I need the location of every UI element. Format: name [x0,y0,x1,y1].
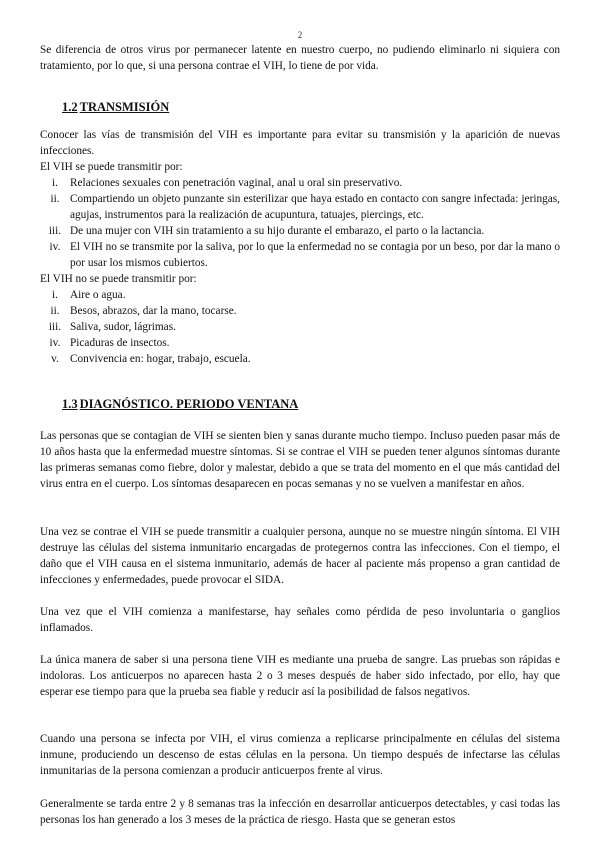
diagnostico-paragraph: Cuando una persona se infecta por VIH, el virus comienza a replicarse principalmente en células del sistema inmune, produciendo un descenso de estas células en la persona. Un tiempo después de infectarse las células inmunitarias de la persona comienzan a producir anticuerpos frente al virus. [40,733,560,777]
list-item [40,335,560,351]
section-title: TRANSMISIÓN [79,100,170,114]
list-item-text: Saliva, sudor, lágrimas. [70,321,176,333]
list-item-text: Picaduras de insectos. [70,337,170,349]
page-number: 2 [297,30,303,40]
intro-paragraph: Se diferencia de otros virus por permanecer latente en nuestro cuerpo, no pudiendo eliminarlo ni siquiera con tratamiento, por lo que, si una persona contrae el VIH, lo tiene de por vida. [40,44,560,72]
list-item [40,191,560,223]
list-marker: iv. [49,241,61,253]
list-item-text: Relaciones sexuales con penetración vaginal, anal u oral sin preservativo. [70,177,403,189]
section-heading-transmision [62,99,169,115]
diagnostico-paragraph: Las personas que se contagian de VIH se sienten bien y sanas durante mucho tiempo. Incluso pueden pasar más de 10 años hasta que la enfermedad muestre síntomas. Si se contrae el VIH se pueden tener algunos síntomas durante las primeras semanas como fiebre, dolor y malestar, debido a que se trata del momento en el que más cantidad del virus entra en el cuerpo. Los síntomas desaparecen en pocas semanas y no se vuelven a manifestar en años. [40,430,560,490]
list-item-text: Besos, abrazos, dar la mano, tocarse. [70,305,237,317]
diagnostico-paragraph: Generalmente se tarda entre 2 y 8 semanas tras la infección en desarrollar anticuerpos detectables, y casi todas las personas los han generado a los 3 meses de la práctica de riesgo. Hasta que se generan estos [40,798,560,826]
list-item [40,319,560,335]
cannot-label: El VIH no se puede transmitir por: [40,273,197,285]
transmision-intro: Conocer las vías de transmisión del VIH es importante para evitar su transmisión y la aparición de nuevas infecciones. [40,129,560,157]
list-marker: v. [51,353,59,365]
list-item-text: Compartiendo un objeto punzante sin esterilizar que haya estado en contacto con sangre infectada: jeringas, agujas, instrumentos para la realización de acupuntura, tatuajes, piercings, etc. [70,193,560,221]
diagnostico-paragraph: La única manera de saber si una persona tiene VIH es mediante una prueba de sangre. Las pruebas son rápidas e indoloras. Los anticuerpos no aparecen hasta 2 o 3 meses después de haber sido infectado, por ello, hay que esperar ese tiempo para que la prueba sea fiable y reducir así la posibilidad de falsos negativos. [40,654,560,698]
diagnostico-paragraph: Una vez que el VIH comienza a manifestarse, hay señales como pérdida de peso involuntaria o ganglios inflamados. [40,606,560,634]
section-title: DIAGNÓSTICO. PERIODO VENTANA [79,397,299,411]
list-item [40,175,560,191]
list-marker: ii. [50,305,60,317]
section-number: 1.3 [62,397,78,411]
section-number: 1.2 [62,100,78,114]
list-item-text: Convivencia en: hogar, trabajo, escuela. [70,353,251,365]
list-item [40,287,560,303]
section-heading-diagnostico [62,396,298,412]
list-item [40,223,560,239]
can-label: El VIH se puede transmitir por: [40,161,183,173]
list-item [40,303,560,319]
diagnostico-paragraph: Una vez se contrae el VIH se puede transmitir a cualquier persona, aunque no se muestre ningún síntoma. El VIH destruye las células del sistema inmunitario encargadas de protegernos contra las infecciones. Con el tiempo, el daño que el VIH causa en el sistema inmunitario, además de hacer al paciente más propenso a gran cantidad de infecciones y enfermedades, puede provocar el SIDA. [40,526,560,586]
list-marker: iii. [48,321,62,333]
list-item [40,239,560,271]
list-item [40,351,560,367]
list-marker: iii. [48,225,62,237]
list-marker: iv. [49,337,61,349]
transmision-can-list [40,159,560,367]
list-marker: i. [52,177,58,189]
list-marker: ii. [50,193,60,205]
list-item-text: El VIH no se transmite por la saliva, por lo que la enfermedad no se contagia por un beso, por dar la mano o por usar los mismos cubiertos. [70,241,560,269]
list-item-text: Aire o agua. [70,289,126,301]
list-item-text: De una mujer con VIH sin tratamiento a su hijo durante el embarazo, el parto o la lactancia. [70,225,485,237]
list-marker: i. [52,289,58,301]
